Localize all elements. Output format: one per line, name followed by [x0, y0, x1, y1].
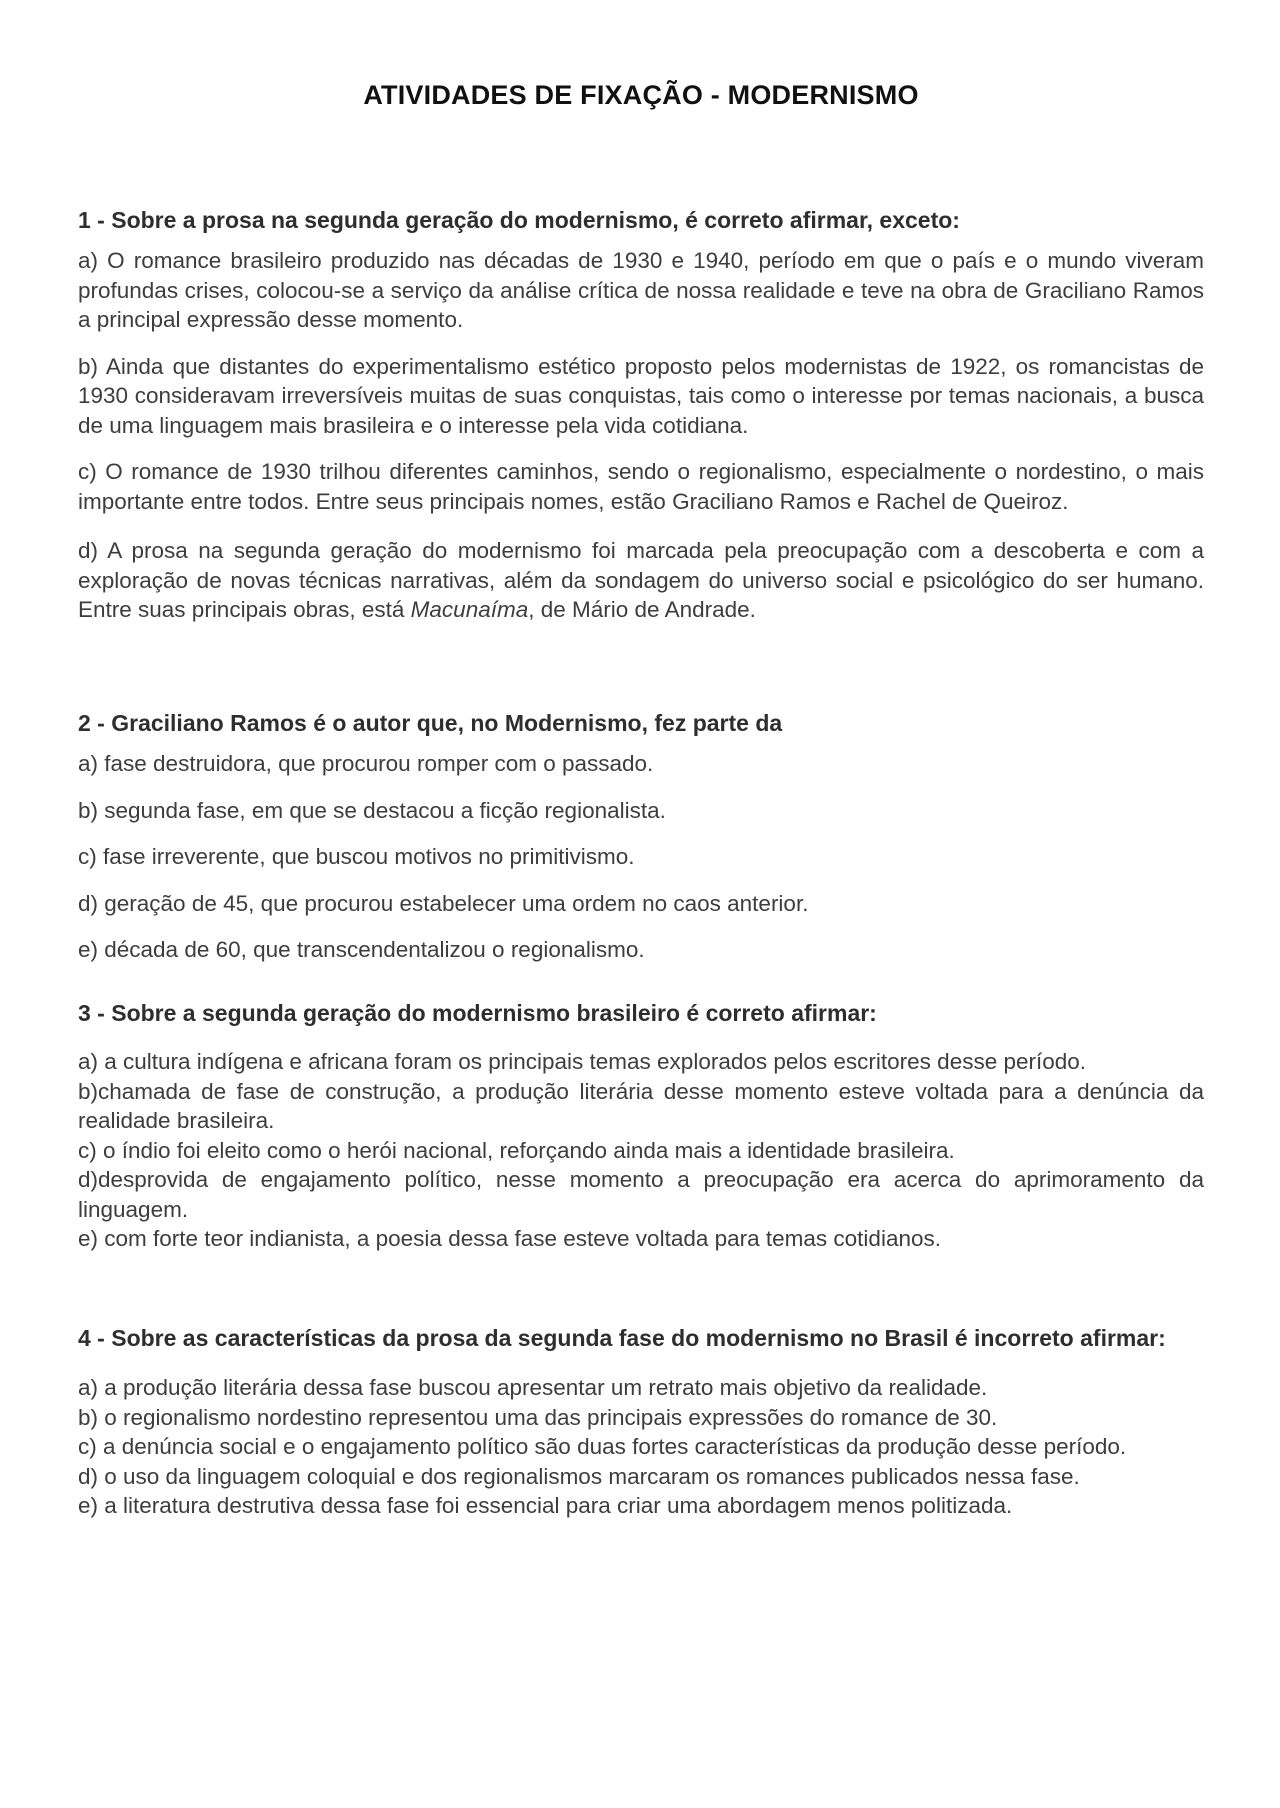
question-1-option-c: c) O romance de 1930 trilhou diferentes caminhos, sendo o regionalismo, especialmente o nordestino, o mais importante entre todos. Entre seus principais nomes, estão Graciliano Ramos e Rachel de Queiroz. [78, 459, 1204, 514]
question-1-option-d-end: , de Mário de Andrade. [528, 597, 756, 622]
question-4-option-c: c) a denúncia social e o engajamento político são duas fortes características da produção desse período. [78, 1434, 1127, 1459]
question-2 [78, 708, 1204, 965]
question-1-option-b: b) Ainda que distantes do experimentalismo estético proposto pelos modernistas de 1922, os romancistas de 1930 consideravam irreversíveis muitas de suas conquistas, tais como o interesse por temas nacionais, a busca de uma linguagem mais brasileira e o interesse pela vida cotidiana. [78, 353, 1204, 438]
question-3-option-d: d)desprovida de engajamento político, nesse momento a preocupação era acerca do aprimoramento da linguagem. [78, 1167, 1204, 1222]
question-4-options [78, 1373, 1204, 1521]
question-4-heading: 4 - Sobre as características da prosa da segunda fase do modernismo no Brasil é incorreto afirmar: [78, 1325, 1166, 1351]
question-2-option-b: b) segunda fase, em que se destacou a ficção regionalista. [78, 797, 666, 823]
question-2-option-a: a) fase destruidora, que procurou romper com o passado. [78, 751, 654, 776]
question-1-option-d-work-title: Macunaíma [410, 597, 529, 622]
question-1 [78, 205, 1204, 625]
question-2-option-d: d) geração de 45, que procurou estabelecer uma ordem no caos anterior. [78, 890, 809, 916]
question-1-heading: 1 - Sobre a prosa na segunda geração do modernismo, é correto afirmar, exceto: [78, 207, 960, 233]
question-3-heading: 3 - Sobre a segunda geração do modernismo brasileiro é correto afirmar: [78, 1000, 877, 1026]
question-1-option-d-text: d) A prosa na segunda geração do modernismo foi marcada pela preocupação com a descoberta e com a exploração de novas técnicas narrativas, além da sondagem do universo social e psicológico do ser humano. Entre suas principais obras, está [78, 538, 1204, 622]
question-4-option-d: d) o uso da linguagem coloquial e dos regionalismos marcaram os romances publicados nessa fase. [78, 1463, 1080, 1489]
question-1-option-d [78, 536, 1204, 625]
question-2-option-e: e) década de 60, que transcendentalizou o regionalismo. [78, 937, 645, 962]
question-2-heading: 2 - Graciliano Ramos é o autor que, no Modernismo, fez parte da [78, 710, 783, 736]
question-4-option-e: e) a literatura destrutiva dessa fase foi essencial para criar uma abordagem menos politizada. [78, 1493, 1013, 1518]
question-1-option-a: a) O romance brasileiro produzido nas décadas de 1930 e 1940, período em que o país e o mundo viveram profundas crises, colocou-se a serviço da análise crítica de nossa realidade e teve na obra de Graciliano Ramos a principal expressão desse momento. [78, 248, 1204, 332]
question-3-option-c: c) o índio foi eleito como o herói nacional, reforçando ainda mais a identidade brasileira. [78, 1137, 955, 1163]
question-4 [78, 1323, 1204, 1521]
question-3-option-e: e) com forte teor indianista, a poesia dessa fase esteve voltada para temas cotidianos. [78, 1226, 941, 1251]
question-4-option-a: a) a produção literária dessa fase buscou apresentar um retrato mais objetivo da realidade. [78, 1375, 988, 1400]
question-2-option-c: c) fase irreverente, que buscou motivos no primitivismo. [78, 844, 635, 869]
question-3-options [78, 1047, 1204, 1254]
question-3 [78, 998, 1204, 1254]
question-3-option-a: a) a cultura indígena e africana foram os principais temas explorados pelos escritores desse período. [78, 1049, 1087, 1074]
page-title: ATIVIDADES DE FIXAÇÃO - MODERNISMO [363, 80, 919, 110]
question-3-option-b: b)chamada de fase de construção, a produção literária desse momento esteve voltada para a denúncia da realidade brasileira. [78, 1078, 1204, 1133]
question-4-option-b: b) o regionalismo nordestino representou uma das principais expressões do romance de 30. [78, 1404, 998, 1430]
